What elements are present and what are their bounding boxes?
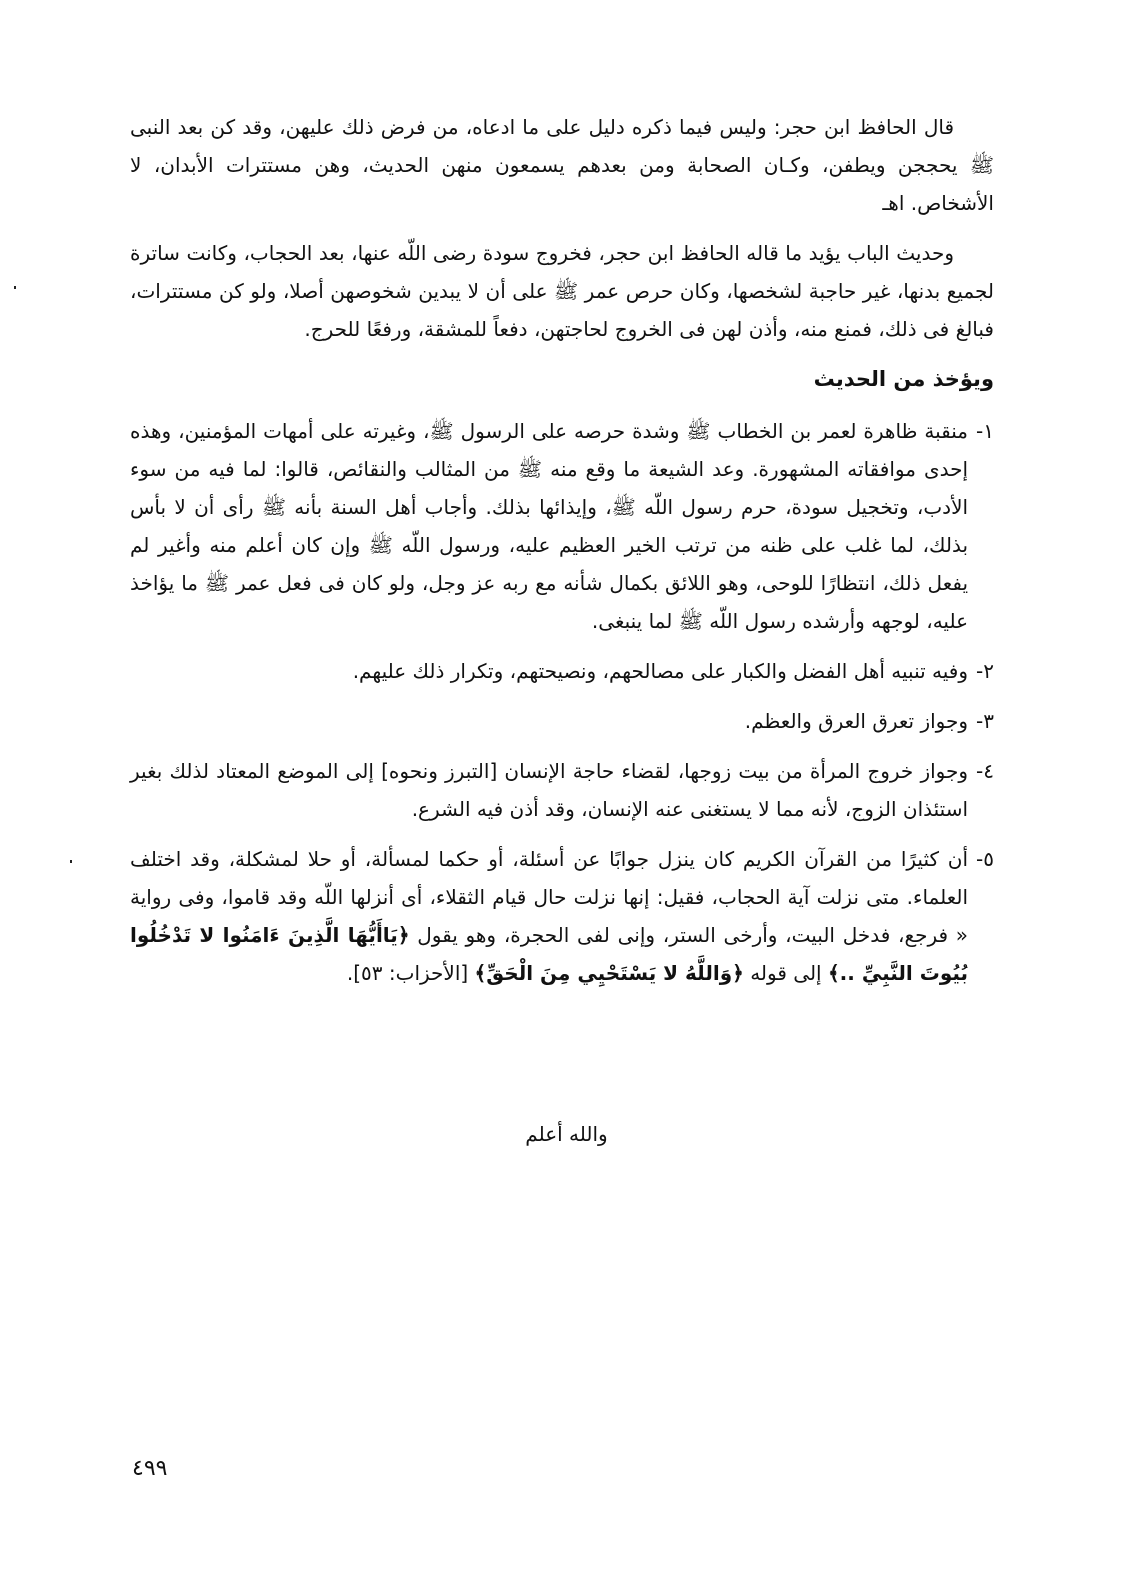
paragraph-hadith-support: وحديث الباب يؤيد ما قاله الحافظ ابن حجر، فخروج سودة رضى اللّه عنها، بعد الحجاب، وكانت ساترة لجميع بدنها، غير حاجبة لشخصها، وكان حرص عمر ﷺ على أن لا يبدين شخوصهن أصلا، ولو كن مستترات، فبالغ فى ذلك، فمنع منه، وأذن لهن فى الخروج لحاجتهن، دفعاً للمشقة، ورفعًا للحرج.: [130, 241, 994, 341]
scan-speck: [14, 286, 16, 289]
quran-verse-1: ﴿يَاأَيُّهَا الَّذِينَ ءَامَنُوا لا تَدْخُلُوا بُيُوتَ النَّبِيِّ ..﴾: [130, 923, 969, 985]
list-item: [130, 702, 994, 740]
list-item-number: ٢-: [976, 659, 994, 683]
list-item: [130, 652, 994, 690]
list-item: [130, 412, 994, 640]
list-item-text: منقبة ظاهرة لعمر بن الخطاب ﷺ وشدة حرصه على الرسول ﷺ، وغيرته على أمهات المؤمنين، وهذه إحدى موافقاته المشهورة. وعد الشيعة ما وقع منه ﷺ من المثالب والنقائص، قالوا: لما فيه من سوء الأدب، وتخجيل سودة، حرم رسول اللّه ﷺ، وإيذائها بذلك. وأجاب أهل السنة بأنه ﷺ رأى أن لا بأس بذلك، لما غلب على ظنه من ترتب الخير العظيم عليه، ورسول اللّه ﷺ وإن كان أعلم منه وأغير لم يفعل ذلك، انتظارًا للوحى، وهو اللائق بكمال شأنه مع ربه عز وجل، ولو كان فى فعل عمر ﷺ ما يؤاخذ عليه، لوجهه وأرشده رسول اللّه ﷺ لما ينبغى.: [130, 419, 969, 633]
closing-phrase: والله أعلم: [525, 1122, 608, 1146]
section-heading: ويؤخذ من الحديث: [813, 367, 994, 391]
list-item-text: [130, 840, 968, 992]
list-item-text: وجواز خروج المرأة من بيت زوجها، لقضاء حاجة الإنسان [التبرز ونحوه] إلى الموضع المعتاد لذلك بغير استئذان الزوج، لأنه مما لا يستغنى عنه الإنسان، وقد أذن فيه الشرع.: [130, 759, 969, 821]
quran-verse-2: ﴿وَاللَّهُ لا يَسْتَحْيِي مِنَ الْحَقِّ﴾: [474, 961, 744, 985]
page-number: ٤٩٩: [132, 1456, 168, 1481]
verse-reference: [الأحزاب: ٥٣].: [346, 961, 475, 985]
scan-speck: [70, 860, 72, 863]
paragraph-ibn-hajar-quote: قال الحافظ ابن حجر: وليس فيما ذكره دليل على ما ادعاه، من فرض ذلك عليهن، وقد كن بعد النبى ﷺ يحججن ويطفن، وكـان الصحابة ومن بعدهم يسمعون منهن الحديث، وهن مستترات الأبدان، لا الأشخاص. اهـ: [130, 115, 994, 215]
page-content: [130, 108, 994, 1004]
benefits-list: [130, 412, 994, 992]
list-item-number: ٣-: [976, 709, 994, 733]
list-item: [130, 752, 994, 828]
list-item-number: ١-: [976, 419, 994, 443]
list-item: [130, 840, 994, 992]
list-item-number: ٥-: [976, 847, 994, 871]
list-item-text: وفيه تنبيه أهل الفضل والكبار على مصالحهم، ونصيحتهم، وتكرار ذلك عليهم.: [352, 659, 969, 683]
list-item-number: ٤-: [976, 759, 994, 783]
text-between-verses: إلى قوله: [743, 961, 828, 985]
list-item-text: وجواز تعرق العرق والعظم.: [744, 709, 969, 733]
text-before-quran: أن كثيرًا من القرآن الكريم كان ينزل جوابًا عن أسئلة، أو حكما لمسألة، أو حلا لمشكلة، وقد اختلف العلماء. متى نزلت آية الحجاب، فقيل: إنها نزلت حال قيام الثقلاء، أى أنزلها اللّه وقد قاموا، وفى رواية « فرجع، فدخل البيت، وأرخى الستر، وإنى لفى الحجرة، وهو يقول: [130, 847, 969, 947]
